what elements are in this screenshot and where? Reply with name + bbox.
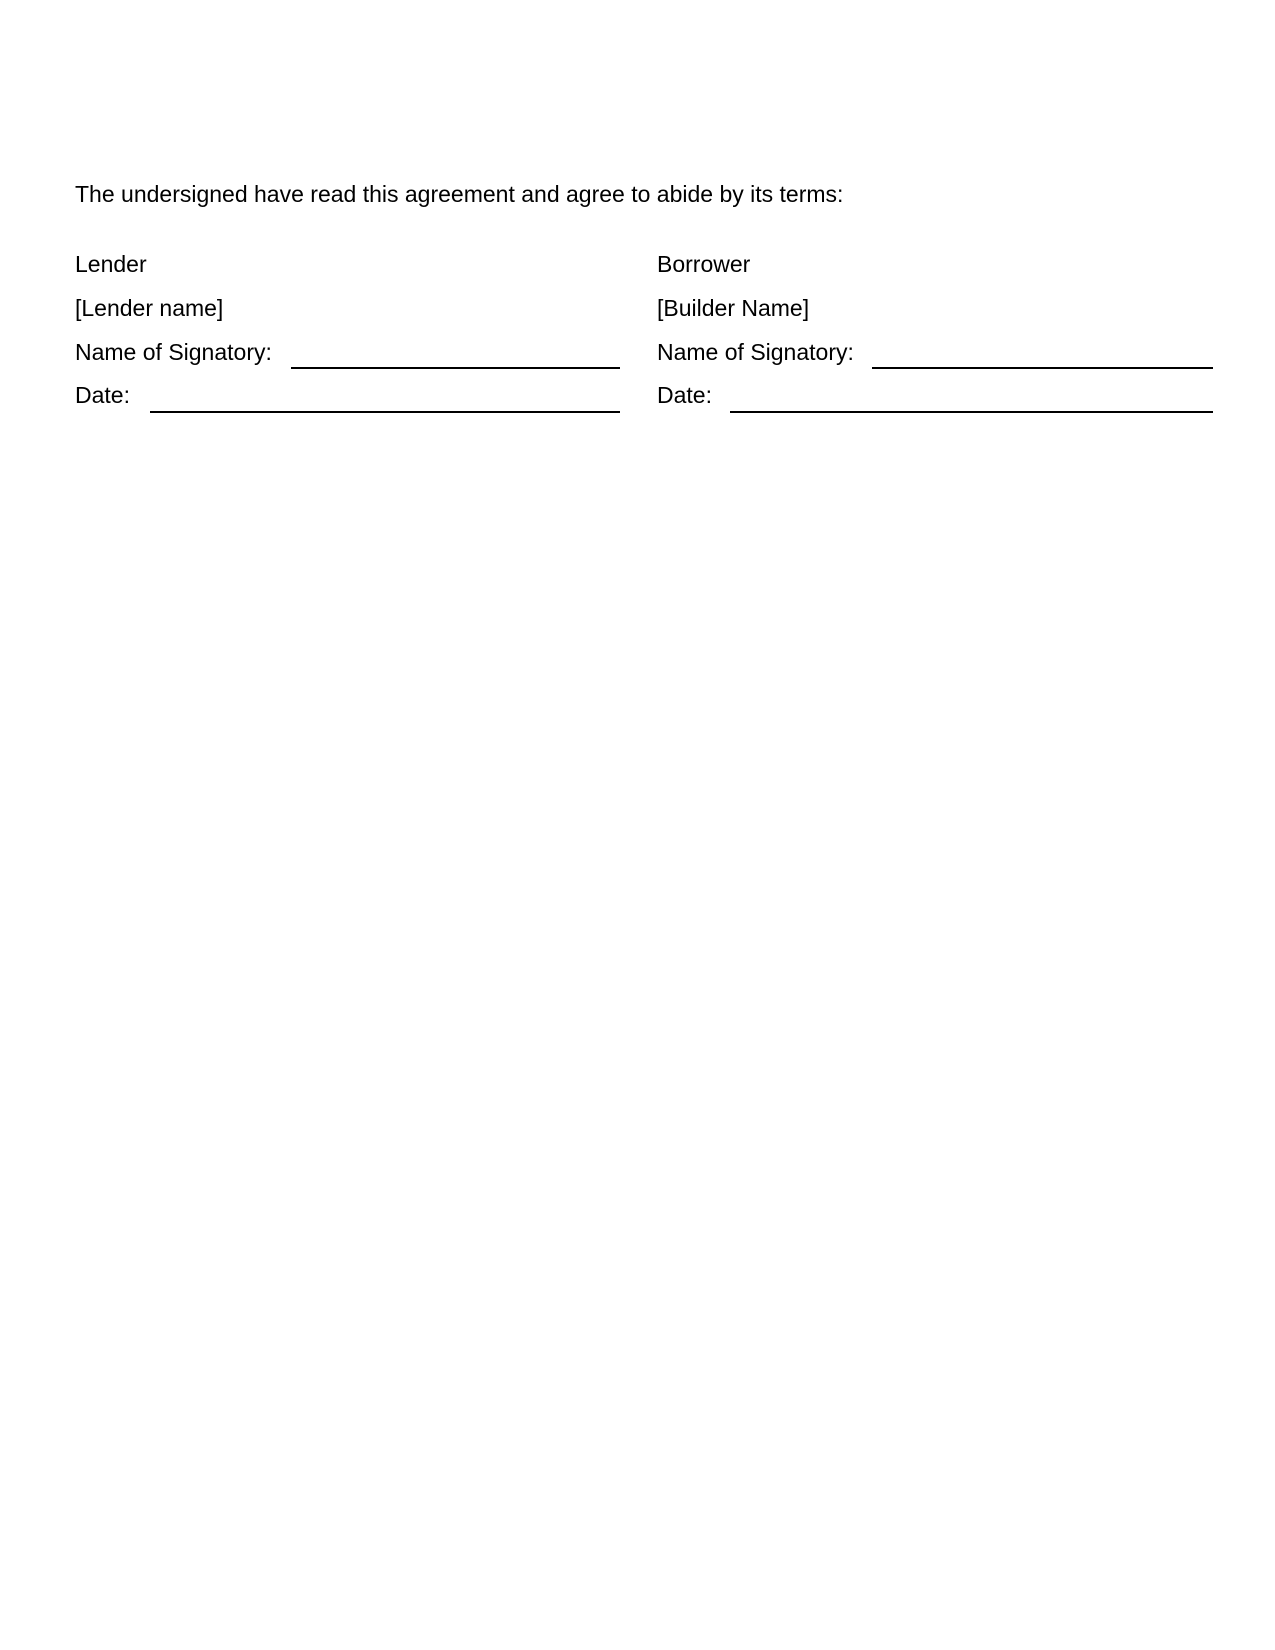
lender-name-placeholder: [Lender name] [75,295,224,321]
borrower-date-label: Date: [657,382,712,408]
lender-role-label: Lender [75,251,147,277]
borrower-date-line[interactable] [730,411,1213,413]
borrower-signatory-line[interactable] [872,367,1213,369]
lender-date-label: Date: [75,382,130,408]
lender-signatory-label: Name of Signatory: [75,339,272,365]
borrower-name-placeholder: [Builder Name] [657,295,810,321]
borrower-signatory-label: Name of Signatory: [657,339,854,365]
intro-statement: The undersigned have read this agreement and agree to abide by its terms: [75,181,844,207]
lender-date-line[interactable] [150,411,620,413]
borrower-role-label: Borrower [657,251,751,277]
lender-signatory-line[interactable] [291,367,620,369]
